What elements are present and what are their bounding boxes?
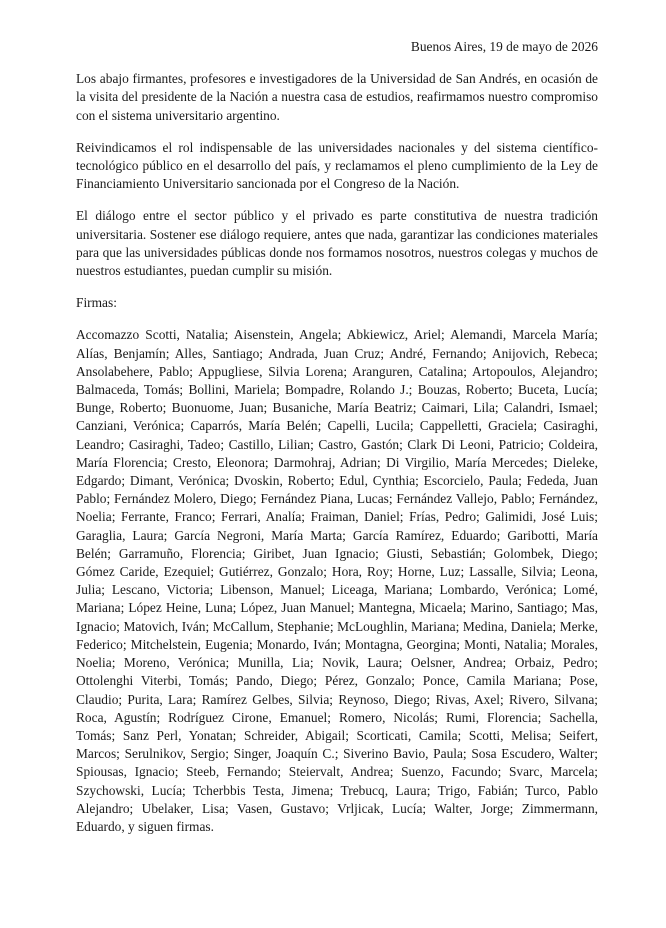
signatures-label: Firmas: [76, 295, 117, 311]
paragraph-2: Reivindicamos el rol indispensable de las universidades nacionales y del sistema científico-tecnológico público en el desarrollo del país, y reclamamos el pleno cumplimiento de la Ley de Financiamiento Universitario sancionada por el Congreso de la Nación. [76, 139, 598, 192]
signatures-list: Accomazzo Scotti, Natalia; Aisenstein, Angela; Abkiewicz, Ariel; Alemandi, Marcela María; Alías, Benjamín; Alles, Santiago; Andrada, Juan Cruz; André, Fernando; Anijovich, Rebeca; Ansolabehere, Pablo; Appugliese, Silvia Lorena; Aranguren, Catalina; Artopoulos, Alejandro; Balmaceda, Tomás; Bollini, Mariela; Bompadre, Rolando J.; Bouzas, Roberto; Buceta, Lucía; Bunge, Roberto; Buonuome, Juan; Busaniche, María Beatriz; Caimari, Lila; Calandri, Ismael; Canziani, Verónica; Caparrós, María Belén; Capelli, Lucila; Cappelletti, Graciela; Casiraghi, Leandro; Casiraghi, Tadeo; Castillo, Lilian; Castro, Gastón; Clark Di Leoni, Patricio; Coldeira, María Florencia; Cresto, Eleonora; Darmohraj, Adrian; Di Virgilio, María Mercedes; Dieleke, Edgardo; Dimant, Verónica; Dvoskin, Roberto; Edul, Cynthia; Escorcielo, Paula; Fededa, Juan Pablo; Fernández Molero, Diego; Fernández Piana, Lucas; Fernández Vallejo, Pablo; Fernández, Noelia; Ferrante, Franco; Ferrari, Analía; Fraiman, Daniel; Frías, Pedro; Galimidi, José Luis; Garaglia, Laura; García Negroni, María Marta; García Ramírez, Eduardo; Garibotti, María Belén; Garramuño, Florencia; Giribet, Juan Ignacio; Giusti, Sebastián; Golombek, Diego; Gómez Caride, Ezequiel; Gutiérrez, Gonzalo; Hora, Roy; Horne, Luz; Lassalle, Silvia; Leona, Julia; Lescano, Victoria; Libenson, Manuel; Liceaga, Mariana; Lombardo, Verónica; Lomé, Mariana; López Heine, Luna; López, Juan Manuel; Mantegna, Micaela; Marino, Santiago; Mas, Ignacio; Matovich, Iván; McCallum, Stephanie; McLoughlin, Mariana; Medina, Daniela; Merke, Federico; Mitchelstein, Eugenia; Monardo, Iván; Montagna, Georgina; Monti, Natalia; Morales, Noelia; Moreno, Verónica; Munilla, Lia; Novik, Laura; Oelsner, Andrea; Orbaiz, Pedro; Ottolenghi Viterbi, Tomás; Pando, Diego; Pérez, Gonzalo; Ponce, Camila Mariana; Pose, Claudio; Purita, Lara; Ramírez Gelbes, Silvia; Reynoso, Diego; Rivas, Axel; Rivero, Silvana; Roca, Agustín; Rodríguez Cirone, Emanuel; Romero, Nicolás; Rumi, Florencia; Sachella, Tomás; Sanz Perl, Yonatan; Schreider, Abigail; Scorticati, Camila; Scotti, Melisa; Seifert, Marcos; Serulnikov, Sergio; Singer, Joaquín C.; Siverino Bavio, Paula; Sosa Escudero, Walter; Spiousas, Ignacio; Steeb, Fernando; Steiervalt, Andrea; Suenzo, Facundo; Svarc, Marcela; Szychowski, Lucía; Tcherbbis Testa, Jimena; Trebucq, Laura; Trigo, Fabián; Turco, Pablo Alejandro; Ubelaker, Lisa; Vasen, Gustavo; Vrljicak, Lucía; Walter, Jorge; Zimmermann, Eduardo, y siguen firmas. [76, 327, 598, 834]
paragraph-3: El diálogo entre el sector público y el privado es parte constitutiva de nuestra tradición universitaria. Sostener ese diálogo requiere, antes que nada, garantizar las condiciones materiales para que las universidades públicas donde nos formamos nosotros, nuestros colegas y muchos de nuestros estudiantes, puedan cumplir su misión. [76, 208, 598, 279]
date-line: Buenos Aires, 19 de mayo de 2026 [410, 39, 598, 54]
paragraph-1: Los abajo firmantes, profesores e investigadores de la Universidad de San Andrés, en ocasión de la visita del presidente de la Nación a nuestra casa de estudios, reafirmamos nuestro compromiso con el sistema universitario argentino. [76, 71, 598, 123]
letter-page [76, 38, 598, 836]
